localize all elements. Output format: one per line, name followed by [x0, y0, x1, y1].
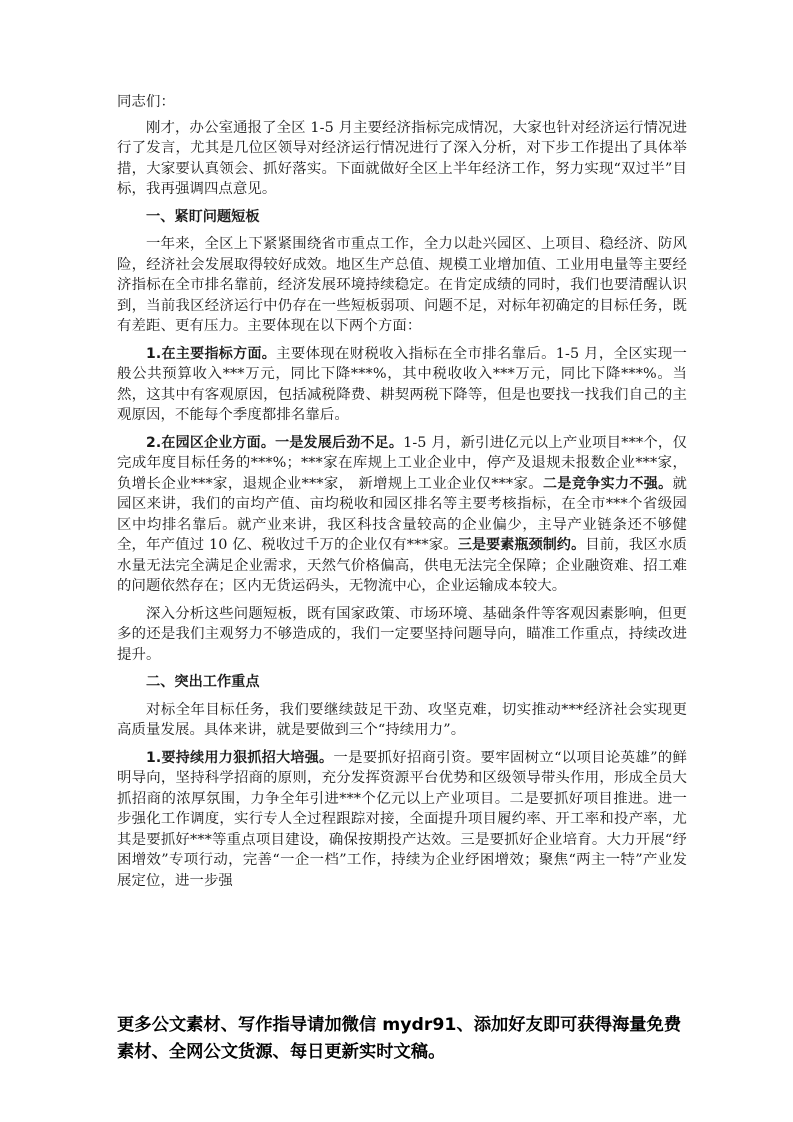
section-heading-2: 二、突出工作重点: [146, 674, 260, 690]
item-text: 主要体现在财税收入指标在全市排名靠后。1-5 月，全区实现一般公共预算收入***万元，同比下降***%，其中税收收入***万元，同比下降***%。当然，这其中有客观原因，包括减税降费、耕契两税下降等，但是也要找一找我们自己的主观原因，不能每个季度都排名靠后。: [117, 345, 687, 423]
item-bold-lead: 1.要持续用力狠抓招大培强。: [146, 749, 334, 766]
section1-item-2: [117, 433, 687, 597]
section2-paragraph-1: 对标全年目标任务，我们要继续鼓足干劲、攻坚克难，切实推动***经济社会实现更高质量发展。具体来讲，就是要做到三个“持续用力”。: [117, 701, 687, 738]
intro-paragraph: 刚才，办公室通报了全区 1-5 月主要经济指标完成情况，大家也针对经济运行情况进行了发言，尤其是几位区领导对经济运行情况进行了深入分析，对下步工作提出了具体举措，大家要认真领会、抓好落实。下面就做好全区上半年经济工作，努力实现“双过半”目标，我再强调四点意见。: [117, 119, 687, 197]
item-bold-lead: 二是竞争实力不强。: [543, 475, 673, 492]
section-heading-1: 一、紧盯问题短板: [146, 208, 260, 225]
item-bold-lead: 1.在主要指标方面。: [146, 345, 277, 362]
item-bold-lead: 三是要素瓶颈制约。: [457, 537, 586, 553]
section2-item-1: [117, 748, 687, 892]
greeting: 同志们：: [117, 94, 175, 110]
item-bold-lead: 2.在园区企业方面。一是发展后劲不足。: [146, 434, 404, 451]
promo-footer: 更多公文素材、写作指导请加微信 mydr91、添加好友即可获得海量免费素材、全网公文货源、每日更新实时文稿。: [117, 1015, 682, 1062]
item-text: 目前，我区水质水量无法完全满足企业需求，天然气价格偏高，供电无法完全保障；企业融资难、招工难的问题依然存在；区内无货运码头，无物流中心，企业运输成本较大。: [117, 537, 688, 594]
section1-closing-paragraph: 深入分析这些问题短板，既有国家政策、市场环境、基础条件等客观因素影响，但更多的还是我们主观努力不够造成的，我们一定要坚持问题导向，瞄准工作重点，持续改进提升。: [117, 605, 687, 663]
document-body: [117, 92, 687, 898]
section1-item-1: [117, 344, 687, 426]
item-text: 一是要抓好招商引资。要牢固树立“以项目论英雄”的鲜明导向，坚持科学招商的原则，充分发挥资源平台优势和区级领导带头作用，形成全员大抓招商的浓厚氛围，力争全年引进***个亿元以上产业项目。二是要抓好项目推进。进一步强化工作调度，实行专人全过程跟踪对接，全面提升项目履约率、开工率和投产率，尤其是要抓好***等重点项目建设，确保按期投产达效。三是要抓好企业培育。大力开展“纾困增效”专项行动，完善“一企一档”工作，持续为企业纾困增效；聚焦“两主一特”产业发展定位，进一步强: [117, 749, 687, 889]
section1-paragraph-1: 一年来，全区上下紧紧围绕省市重点工作，全力以赴兴园区、上项目、稳经济、防风险，经济社会发展取得较好成效。地区生产总值、规模工业增加值、工业用电量等主要经济指标在全市排名靠前，经济发展环境持续稳定。在肯定成绩的同时，我们也要清醒认识到，当前我区经济运行中仍存在一些短板弱项、问题不足，对标年初确定的目标任务，既有差距、更有压力。主要体现在以下两个方面：: [117, 236, 687, 334]
item-text: 就园区来讲，我们的亩均产值、亩均税收和园区排名等主要考核指标，在全市***个省级园区中均排名靠后。就产业来讲，我区科技含量较高的企业偏少，主导产业链条还不够健全，年产值过 10 亿、税收过千万的企业仅有***家。: [117, 475, 687, 553]
item-text: 1-5 月，新引进亿元以上产业项目***个，仅完成年度目标任务的***%；***家在库规上工业企业中，停产及退规未报数企业***家，负增长企业***家，退规企业***家， 新增规上工业企业仅***家。: [117, 434, 687, 492]
